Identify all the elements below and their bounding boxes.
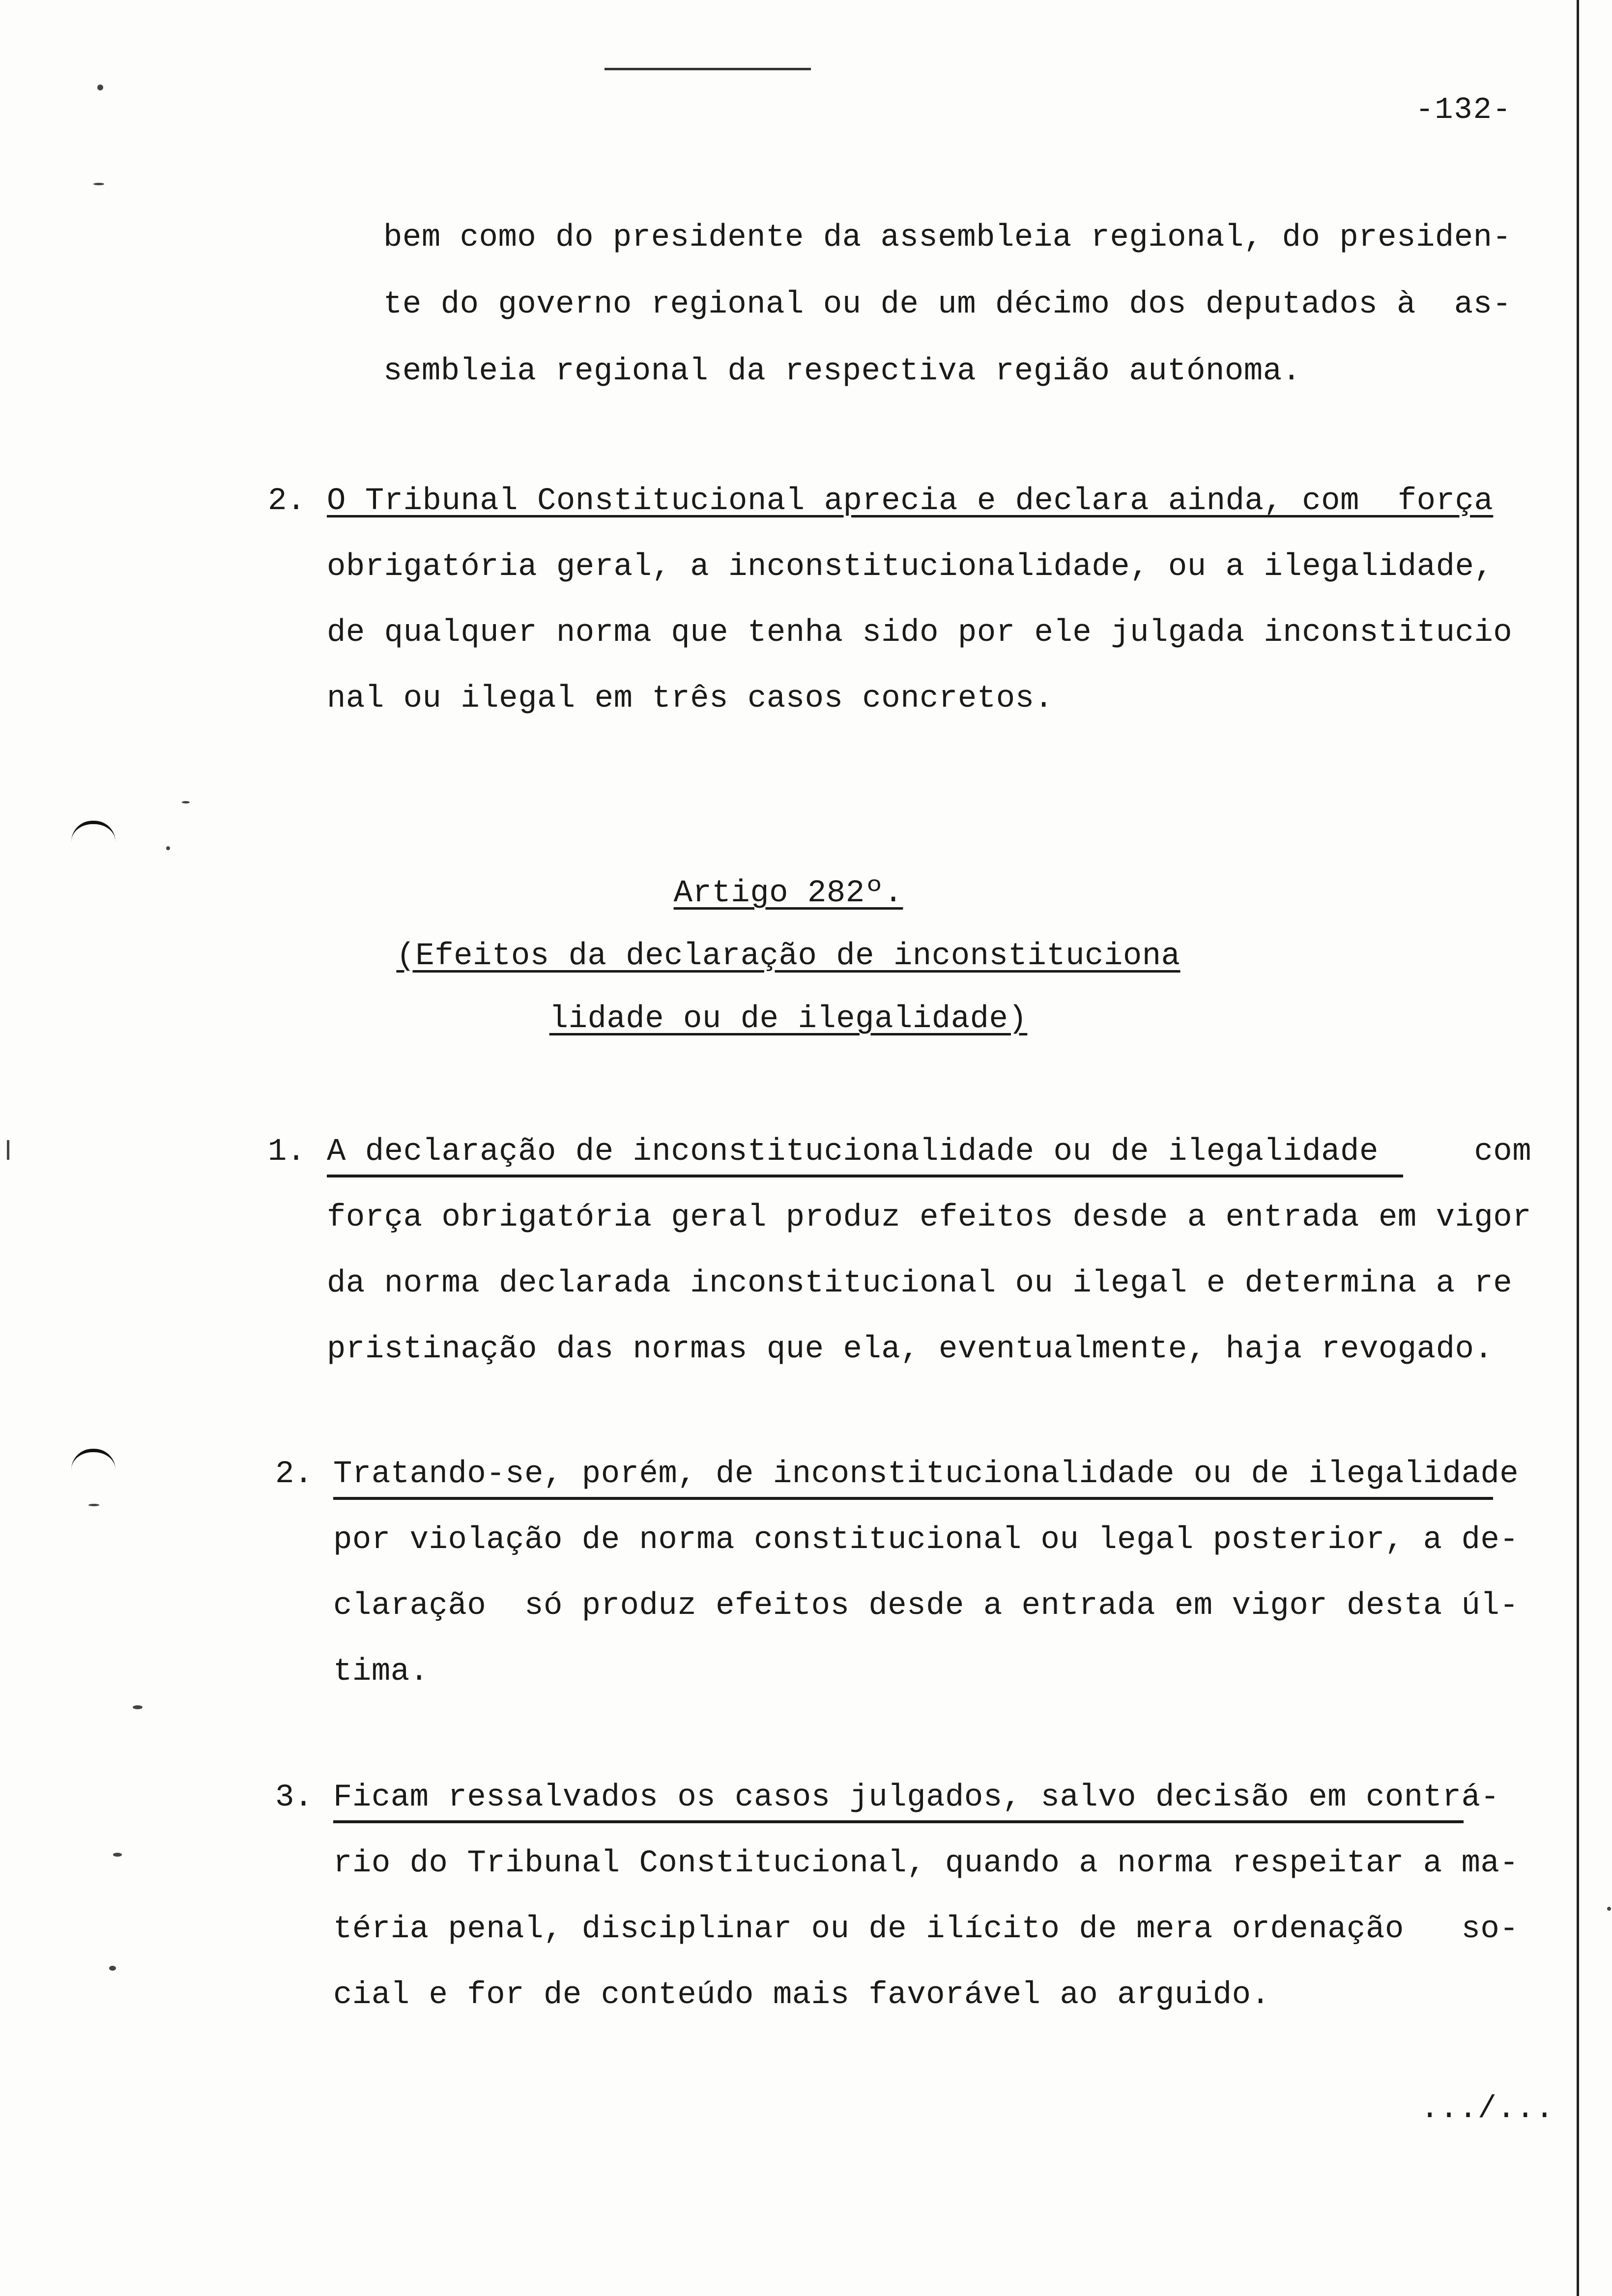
item-3-line-4: cial e for de conteúdo mais favorável ao arguido.: [333, 1978, 1270, 2013]
item-1-line-3: da norma declarada inconstitucional ou ilegal e determina a re: [327, 1266, 1513, 1301]
continuation-line-2: te do governo regional ou de um décimo dos deputados à as-: [383, 287, 1512, 322]
top-dash-mark: [604, 68, 811, 70]
item-2-line-3: de qualquer norma que tenha sido por ele julgada inconstitucio: [327, 615, 1513, 651]
scan-speck: [97, 85, 103, 90]
article-title: [0, 878, 1577, 909]
item-2-line-4: nal ou ilegal em três casos concretos.: [327, 681, 1054, 717]
item-2-line-1: O Tribunal Constitucional aprecia e declara ainda, com força: [327, 484, 1494, 519]
article-title-text: Artigo 282º.: [673, 876, 903, 911]
scan-speck: [166, 846, 170, 850]
article-subtitle-text-2: lidade ou de ilegalidade): [549, 1002, 1028, 1037]
item-1-underline: [327, 1175, 1403, 1177]
scan-speck: [7, 1140, 9, 1160]
scan-speck: [93, 183, 104, 185]
article-subtitle-line-1: [0, 941, 1577, 972]
item-2b-underline: [333, 1497, 1493, 1500]
article-subtitle-line-2: [0, 1004, 1577, 1035]
scan-speck: [1607, 1907, 1611, 1911]
item-3-underline: [333, 1820, 1464, 1823]
margin-bracket-mark: [71, 821, 115, 842]
continuation-line-1: bem como do presidente da assembleia regional, do presiden-: [383, 220, 1512, 256]
scan-speck: [109, 1966, 116, 1971]
item-1-line-2: força obrigatória geral produz efeitos desde a entrada em vigor: [327, 1200, 1532, 1235]
page-number: -132-: [1415, 92, 1512, 127]
item-number: 2.: [275, 1457, 313, 1492]
item-1-line-4: pristinação das normas que ela, eventualmente, haja revogado.: [327, 1332, 1494, 1367]
item-2b-line-1: Tratando-se, porém, de inconstitucionalidade ou de ilegalidade: [333, 1457, 1519, 1492]
item-3-line-3: téria penal, disciplinar ou de ilícito de mera ordenação so-: [333, 1912, 1519, 1947]
scan-speck: [182, 801, 190, 804]
item-number: 3.: [275, 1780, 313, 1815]
item-number: 2.: [268, 484, 306, 519]
continuation-line-3: sembleia regional da respectiva região autónoma.: [383, 354, 1301, 389]
item-2-line-2: obrigatória geral, a inconstitucionalidade, ou a ilegalidade,: [327, 549, 1494, 585]
item-3-line-1: Ficam ressalvados os casos julgados, salvo decisão em contrá-: [333, 1780, 1500, 1815]
margin-bracket-mark: [71, 1449, 115, 1470]
item-3-line-2: rio do Tribunal Constitucional, quando a norma respeitar a ma-: [333, 1846, 1519, 1881]
article-subtitle-text-1: (Efeitos da declaração de inconstituciona: [396, 939, 1180, 974]
continuation-marker: .../...: [1420, 2092, 1554, 2127]
scan-speck: [88, 1504, 99, 1506]
item-1-line-1: A declaração de inconstitucionalidade ou de ilegalidade com: [327, 1134, 1532, 1170]
item-number: 1.: [268, 1134, 306, 1170]
item-2b-line-3: claração só produz efeitos desde a entrada em vigor desta úl-: [333, 1588, 1519, 1624]
right-margin-rule: [1577, 0, 1579, 2296]
scan-speck: [113, 1853, 122, 1857]
item-2b-line-4: tima.: [333, 1654, 429, 1690]
item-2b-line-2: por violação de norma constitucional ou legal posterior, a de-: [333, 1522, 1519, 1558]
scan-speck: [133, 1705, 143, 1709]
